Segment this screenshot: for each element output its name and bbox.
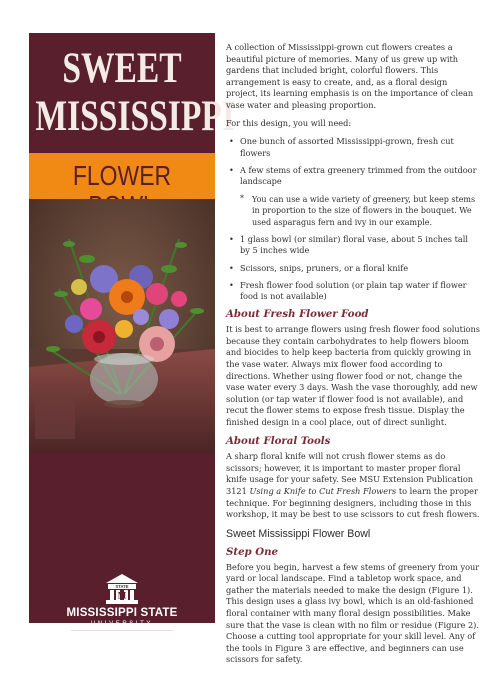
list-item-note: * You can use a wide variety of greenery, but keep stems in proportion to the size of flowers in the bouquet. We used asparagus fern and ivy in our example. [252, 194, 480, 229]
left-sidebar [29, 33, 235, 646]
logo-divider [71, 630, 173, 631]
intro-paragraph: A collection of Mississippi-grown cut flowers creates a beautiful picture of memories. Many of us grew up with gardens that included bright, colorful flowers. This arrangement is easy to create, and, as a floral design project, its learning emphasis is on the importance of clean vase water and pleasing proportion. [226, 42, 474, 110]
main-content [226, 42, 480, 673]
heading-fresh-flower-food: About Fresh Flower Food [226, 308, 369, 321]
floral-tools-text-a: A sharp floral knife will not crush flower stems as do scissors; however, it is important to master proper floral knife usage for your safety. See MSU Extension Publication 3121 [226, 451, 474, 496]
flower-bowl-illustration [29, 199, 215, 453]
step-one-paragraph: Before you begin, harvest a few stems of greenery from your yard or local landscape. Find a tabletop work space, and gather the materials needed to make the design (Figure 1). This design uses a glass ivy bowl, which is an old-fashioned floral container with many floral design possibilities. Make sure that the vase is clean with no film or residue (Figure 2). Choose a cutting tool appropriate for your skill level. Any of the tools in Figure 3 are effective, and beginners can use scissors for safety. [226, 561, 480, 665]
seal-m-text: M [117, 590, 127, 601]
logo-extension: EXTENSION [89, 634, 155, 646]
subtitle-flower-bowl: FLOWER [72, 160, 172, 191]
list-item: • Scissors, snips, pruners, or a floral knife [240, 263, 480, 275]
seal-state-text: STATE [115, 584, 129, 589]
needs-list [226, 136, 480, 303]
heading-design: Sweet Mississippi Flower Bowl [226, 527, 371, 540]
logo-university: UNIVERSITY [90, 621, 153, 627]
list-item: • One bunch of assorted Mississippi-grown, fresh cut flowers [240, 136, 480, 159]
heading-floral-tools: About Floral Tools [226, 435, 331, 448]
subtitle-band [29, 153, 215, 199]
list-item: • 1 glass bowl (or similar) floral vase, about 5 inches tall by 5 inches wide [240, 234, 480, 257]
title-mississippi: MISSISSIPPI [35, 93, 235, 140]
title-sweet: SWEET [62, 45, 182, 92]
needs-intro: For this design, you will need: [226, 118, 352, 129]
floral-tools-text-b: to learn the proper technique. For beginning designers, including those in this workshop, it may be best to use scissors to cut fresh flowers. [226, 485, 480, 520]
floral-tools-paragraph [226, 451, 480, 521]
heading-step-one: Step One [226, 545, 278, 558]
logo-name: MISSISSIPPI STATE [66, 607, 178, 619]
flower-bowl-photo [29, 199, 215, 453]
publication-title: Using a Knife to Cut Fresh Flowers [249, 485, 397, 496]
fresh-flower-food-paragraph: It is best to arrange flowers using fresh flower food solutions because they contain carbohydrates to help flowers bloom and biocides to help keep bacteria from quickly growing in the vase water. Always mix flower food according to directions. Whether using flower food or not, change the vase water every 3 days. Wash the vase thoroughly, add new solution (or tap water if flower food is not available), and recut the flower stems to expose fresh tissue. Display the finished design in a cool place, out of direct sunlight. [226, 324, 480, 428]
list-item: • A few stems of extra greenery trimmed from the outdoor landscape [240, 165, 480, 188]
mississippi-state-seal-icon [102, 573, 142, 605]
list-item: • Fresh flower food solution (or plain tap water if flower food is not available) [240, 280, 480, 303]
